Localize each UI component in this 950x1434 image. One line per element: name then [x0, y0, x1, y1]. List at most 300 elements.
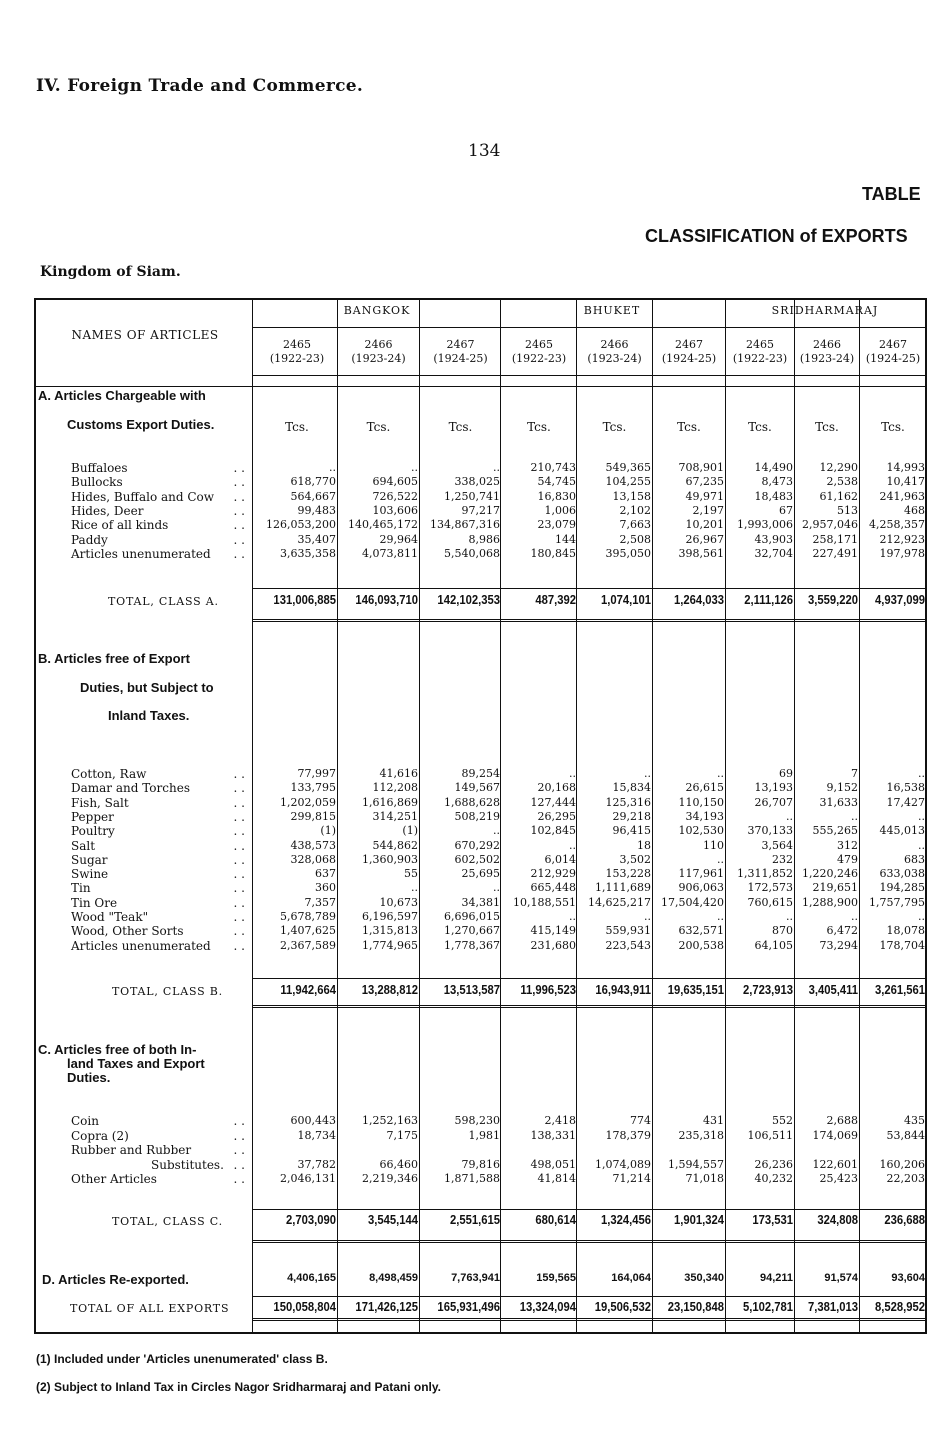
cell-value: ..: [644, 767, 651, 780]
cell-value: ..: [493, 824, 500, 838]
leader-dots: . .: [233, 503, 245, 518]
article-label: Tin Ore: [71, 895, 118, 910]
cell-value: 398,561: [678, 546, 724, 560]
cell-value: 43,903: [754, 532, 793, 546]
year-span: (1924-25): [661, 352, 717, 365]
total-value: 2,551,615: [449, 1213, 500, 1227]
cell-value: 370,133: [747, 824, 793, 838]
cell-value: 2,957,046: [802, 518, 858, 532]
cell-value: 104,255: [605, 475, 651, 489]
cell-value: 906,063: [678, 881, 724, 895]
cell-value: ..: [851, 809, 858, 823]
cell-value: 66,460: [379, 1157, 418, 1171]
cell-value: 1,250,741: [444, 489, 500, 503]
header-rule: [252, 375, 926, 376]
leader-dots: . .: [233, 461, 245, 475]
unit-label: Tcs.: [881, 420, 905, 434]
cell-value: 194,285: [879, 881, 925, 895]
article-name: [71, 1129, 251, 1143]
cell-value: 1,616,869: [362, 795, 418, 809]
total-label: TOTAL, CLASS A.: [108, 595, 219, 608]
year-label: 2466: [813, 338, 841, 351]
cell-value: 1,407,625: [280, 924, 336, 938]
cell-value: 1,774,965: [362, 938, 418, 952]
cell-value: 138,331: [530, 1128, 576, 1142]
cell-value: 34,381: [461, 895, 500, 909]
total-value: 680,614: [535, 1213, 576, 1227]
total-label: TOTAL, CLASS B.: [112, 985, 223, 998]
article-name: [71, 867, 251, 881]
cell-value: ..: [644, 910, 651, 923]
leader-dots: . .: [233, 938, 245, 953]
cell-value: 13,193: [754, 781, 793, 795]
cell-value: 73,294: [819, 938, 858, 952]
subtotal-rule: [252, 588, 927, 589]
column-group-bangkok: BANGKOK: [343, 304, 411, 317]
total-value: 4,937,099: [874, 593, 925, 607]
unit-label: Tcs.: [602, 420, 627, 434]
cell-value: 106,511: [747, 1128, 793, 1142]
cell-value: 3,635,358: [280, 546, 336, 560]
article-label: Copra (2): [71, 1128, 129, 1143]
year-header: [576, 338, 653, 366]
unit-label: Tcs.: [815, 420, 839, 434]
cell-value: 200,538: [678, 938, 724, 952]
grand-total-value: 19,506,532: [594, 1300, 651, 1314]
leader-dots: . .: [233, 824, 245, 839]
leader-dots: . .: [233, 881, 245, 896]
reexport-value: 159,565: [536, 1272, 576, 1284]
year-header: [500, 338, 578, 366]
cell-value: 559,931: [605, 924, 651, 938]
article-label: Wood "Teak": [71, 910, 149, 924]
cell-value: 25,695: [461, 867, 500, 881]
article-name: [71, 796, 251, 810]
cell-value: 8,473: [761, 475, 793, 489]
cell-value: 32,704: [754, 546, 793, 560]
header-rule: [252, 327, 926, 328]
reexport-value: 93,604: [891, 1272, 925, 1284]
article-label: Substitutes.: [151, 1157, 224, 1172]
article-label: Hides, Buffalo and Cow: [71, 489, 215, 504]
table-label: TABLE: [862, 184, 921, 204]
cell-value: 445,013: [879, 824, 925, 838]
cell-value: 103,606: [372, 503, 418, 517]
cell-value: 10,201: [685, 518, 724, 532]
cell-value: 338,025: [454, 475, 500, 489]
total-value: 324,808: [817, 1213, 858, 1227]
cell-value: 37,782: [297, 1157, 336, 1171]
cell-value: 178,704: [879, 938, 925, 952]
year-header: [794, 338, 860, 366]
grand-total-value: 7,381,013: [807, 1300, 858, 1314]
article-name: [71, 767, 251, 781]
unit-label: Tcs.: [527, 420, 551, 434]
total-value: 11,942,664: [280, 983, 336, 997]
cell-value: 602,502: [454, 852, 500, 866]
article-name: [71, 1172, 251, 1186]
cell-value: 870: [772, 924, 793, 938]
year-label: 2465: [746, 338, 774, 351]
cell-value: 126,053,200: [266, 518, 336, 532]
cell-value: 2,102: [619, 503, 651, 517]
year-span: (1923-24): [587, 352, 642, 365]
article-name: [71, 518, 251, 532]
cell-value: 600,443: [290, 1114, 336, 1127]
cell-value: 125,316: [605, 795, 651, 809]
cell-value: 15,834: [612, 781, 651, 795]
cell-value: 31,633: [819, 795, 858, 809]
article-name: [71, 504, 251, 518]
cell-value: 212,923: [879, 532, 925, 546]
cell-value: 598,230: [454, 1114, 500, 1127]
cell-value: 22,203: [886, 1172, 925, 1185]
cell-value: 468: [904, 503, 925, 517]
cell-value: 708,901: [678, 461, 724, 474]
article-label: Fish, Salt: [71, 795, 129, 810]
grand-total-value: 13,324,094: [519, 1300, 576, 1314]
cell-value: ..: [411, 461, 418, 474]
cell-value: 5,678,789: [280, 910, 336, 923]
cell-value: 431: [703, 1114, 724, 1127]
leader-dots: . .: [233, 532, 245, 547]
cell-value: ..: [717, 910, 724, 923]
article-name: [71, 475, 251, 489]
cell-value: 7: [851, 767, 858, 780]
article-label: Poultry: [71, 824, 115, 839]
total-label: TOTAL, CLASS C.: [112, 1215, 223, 1228]
year-label: 2467: [879, 338, 907, 351]
cell-value: 110: [703, 838, 724, 852]
cell-value: 1,315,813: [362, 924, 418, 938]
article-name: [71, 824, 251, 838]
total-value: 1,074,101: [600, 593, 651, 607]
leader-dots: . .: [233, 781, 245, 796]
leader-dots: . .: [233, 895, 245, 910]
cell-value: 2,418: [544, 1114, 576, 1127]
cell-value: 435: [904, 1114, 925, 1127]
total-rule: [252, 1296, 927, 1297]
cell-value: 26,707: [754, 795, 793, 809]
article-name: [71, 939, 251, 953]
article-label: Buffaloes: [71, 461, 128, 475]
year-span: (1924-25): [865, 352, 921, 365]
leader-dots: . .: [233, 838, 245, 853]
cell-value: 2,197: [692, 503, 724, 517]
cell-value: 241,963: [879, 489, 925, 503]
cell-value: 1,757,795: [869, 895, 925, 909]
cell-value: 694,605: [372, 475, 418, 489]
cell-value: 23,079: [537, 518, 576, 532]
cell-value: ..: [851, 910, 858, 923]
cell-value: 14,490: [754, 461, 793, 474]
total-value: 146,093,710: [355, 593, 418, 607]
cell-value: 40,232: [754, 1172, 793, 1185]
cell-value: 10,188,551: [513, 895, 576, 909]
cell-value: 79,816: [461, 1157, 500, 1171]
subtotal-rule: [252, 978, 927, 979]
grand-total-value: 8,528,952: [874, 1300, 925, 1314]
reexport-value: 4,406,165: [287, 1272, 336, 1284]
year-span: (1923-24): [351, 352, 406, 365]
cell-value: 3,502: [619, 852, 651, 866]
class-b-title-3: Inland Taxes.: [108, 708, 190, 723]
article-label: Other Articles: [71, 1172, 157, 1186]
article-name: [71, 910, 251, 924]
article-name: [71, 461, 251, 475]
cell-value: 2,046,131: [280, 1172, 336, 1185]
article-name: [71, 1143, 251, 1157]
kingdom-label: Kingdom of Siam.: [40, 264, 181, 280]
cell-value: 683: [904, 852, 925, 866]
article-name: [71, 853, 251, 867]
total-value: 2,723,913: [742, 983, 793, 997]
cell-value: 53,844: [886, 1128, 925, 1142]
cell-value: 395,050: [605, 546, 651, 560]
cell-value: 760,615: [747, 895, 793, 909]
grand-total-value: 150,058,804: [273, 1300, 336, 1314]
cell-value: 219,651: [812, 881, 858, 895]
cell-value: 1,993,006: [737, 518, 793, 532]
cell-value: 633,038: [879, 867, 925, 881]
cell-value: 9,152: [826, 781, 858, 795]
cell-value: 2,219,346: [362, 1172, 418, 1185]
cell-value: 7,663: [619, 518, 651, 532]
total-rule: [252, 1005, 927, 1006]
cell-value: 89,254: [461, 767, 500, 780]
reexport-value: 91,574: [824, 1272, 858, 1284]
cell-value: 498,051: [530, 1157, 576, 1171]
article-name: [71, 810, 251, 824]
year-span: (1922-23): [269, 352, 325, 365]
year-label: 2465: [283, 338, 311, 351]
cell-value: 513: [837, 503, 858, 517]
cell-value: 34,193: [685, 809, 724, 823]
cell-value: 13,158: [612, 489, 651, 503]
cell-value: 29,964: [379, 532, 418, 546]
grand-total-label: TOTAL OF ALL EXPORTS: [70, 1302, 230, 1315]
article-name: [71, 533, 251, 547]
leader-dots: . .: [233, 1114, 245, 1128]
cell-value: 508,219: [454, 809, 500, 823]
year-label: 2466: [364, 338, 393, 351]
cell-value: ..: [918, 838, 925, 852]
cell-value: 544,862: [372, 838, 418, 852]
year-label: 2466: [600, 338, 629, 351]
cell-value: (1): [402, 824, 418, 838]
grand-total-value: 165,931,496: [437, 1300, 500, 1314]
footnote-1: (1) Included under 'Articles unenumerated' class B.: [36, 1352, 328, 1366]
total-value: 236,688: [884, 1213, 925, 1227]
cell-value: 227,491: [812, 546, 858, 560]
cell-value: 210,743: [530, 461, 576, 474]
cell-value: 212,929: [530, 867, 576, 881]
cell-value: 1,688,628: [444, 795, 500, 809]
cell-value: 97,217: [461, 503, 500, 517]
cell-value: 172,573: [747, 881, 793, 895]
cell-value: 117,961: [678, 867, 724, 881]
total-rule: [252, 1240, 927, 1241]
article-label: Articles unenumerated: [71, 938, 211, 953]
cell-value: 6,472: [826, 924, 858, 938]
total-value: 13,513,587: [443, 983, 500, 997]
year-span: (1923-24): [799, 352, 855, 365]
cell-value: 232: [772, 852, 793, 866]
article-name: [71, 839, 251, 853]
cell-value: 1,360,903: [362, 852, 418, 866]
grand-total-value: 5,102,781: [742, 1300, 793, 1314]
class-a-title-2: Customs Export Duties.: [67, 417, 215, 432]
cell-value: 35,407: [297, 532, 336, 546]
total-value: 3,405,411: [808, 983, 858, 997]
leader-dots: . .: [233, 867, 245, 882]
year-span: (1922-23): [511, 352, 567, 365]
total-rule: [252, 621, 927, 622]
cell-value: ..: [918, 910, 925, 923]
total-value: 487,392: [535, 593, 576, 607]
class-b-title: B. Articles free of Export: [38, 651, 190, 666]
article-label: Bullocks: [71, 475, 123, 490]
cell-value: 632,571: [678, 924, 724, 938]
cell-value: 2,508: [619, 532, 651, 546]
cell-value: 4,258,357: [869, 518, 925, 532]
cell-value: 774: [630, 1114, 651, 1127]
unit-label: Tcs.: [285, 420, 309, 434]
leader-dots: . .: [233, 924, 245, 939]
cell-value: 726,522: [372, 489, 418, 503]
cell-value: 314,251: [372, 809, 418, 823]
cell-value: 153,228: [605, 867, 651, 881]
grand-total-value: 23,150,848: [667, 1300, 724, 1314]
total-value: 19,635,151: [667, 983, 724, 997]
cell-value: 1,288,900: [802, 895, 858, 909]
cell-value: 555,265: [812, 824, 858, 838]
cell-value: 144: [555, 532, 576, 546]
year-header: [859, 338, 927, 366]
cell-value: 41,616: [379, 767, 418, 780]
cell-value: 67,235: [685, 475, 724, 489]
article-label: Rice of all kinds: [71, 518, 169, 533]
cell-value: 96,415: [612, 824, 651, 838]
leader-dots: . .: [233, 1128, 245, 1143]
cell-value: 49,971: [685, 489, 724, 503]
cell-value: 29,218: [612, 809, 651, 823]
cell-value: 25,423: [819, 1172, 858, 1185]
cell-value: 112,208: [372, 781, 418, 795]
cell-value: 26,967: [685, 532, 724, 546]
cell-value: 174,069: [812, 1128, 858, 1142]
total-rule: [252, 1242, 927, 1243]
total-value: 131,006,885: [273, 593, 336, 607]
leader-dots: . .: [233, 475, 245, 490]
total-rule: [252, 619, 927, 620]
cell-value: 69: [779, 767, 793, 780]
cell-value: 6,196,597: [362, 910, 418, 923]
leader-dots: . .: [233, 767, 245, 781]
cell-value: ..: [786, 809, 793, 823]
cell-value: 438,573: [290, 838, 336, 852]
article-name: [71, 490, 251, 504]
total-value: 2,703,090: [285, 1213, 336, 1227]
year-span: (1922-23): [732, 352, 788, 365]
article-label: Wood, Other Sorts: [71, 924, 184, 939]
cell-value: 18: [637, 838, 651, 852]
cell-value: 6,696,015: [444, 910, 500, 923]
cell-value: 18,734: [297, 1128, 336, 1142]
cell-value: 3,564: [761, 838, 793, 852]
cell-value: 110,150: [678, 795, 724, 809]
year-label: 2465: [525, 338, 553, 351]
class-d-title: D. Articles Re-exported.: [42, 1272, 189, 1287]
cell-value: 360: [315, 881, 336, 895]
year-label: 2467: [446, 338, 475, 351]
cell-value: 231,680: [530, 938, 576, 952]
cell-value: ..: [493, 881, 500, 895]
cell-value: 1,220,246: [802, 867, 858, 881]
total-value: 3,545,144: [367, 1213, 418, 1227]
cell-value: 4,073,811: [362, 546, 418, 560]
leader-dots: . .: [233, 852, 245, 867]
cell-value: 99,483: [297, 503, 336, 517]
total-value: 11,996,523: [520, 983, 576, 997]
cell-value: 26,615: [685, 781, 724, 795]
cell-value: (1): [320, 824, 336, 838]
cell-value: ..: [569, 767, 576, 780]
unit-label: Tcs.: [366, 420, 391, 434]
article-label: Salt: [71, 838, 96, 853]
cell-value: 235,318: [678, 1128, 724, 1142]
leader-dots: . .: [233, 489, 245, 504]
article-name: [71, 1114, 251, 1128]
total-value: 1,324,456: [600, 1213, 651, 1227]
cell-value: 77,997: [297, 767, 336, 780]
cell-value: 312: [837, 838, 858, 852]
article-label: Swine: [71, 867, 109, 882]
unit-label: Tcs.: [677, 420, 701, 434]
column-group-bhuket: BHUKET: [583, 304, 641, 317]
leader-dots: . .: [233, 546, 245, 561]
leader-dots: . .: [233, 809, 245, 824]
article-name: [71, 881, 251, 895]
cell-value: 180,845: [530, 546, 576, 560]
cell-value: 10,417: [886, 475, 925, 489]
cell-value: 618,770: [290, 475, 336, 489]
table-title: CLASSIFICATION of EXPORTS: [645, 226, 908, 246]
class-c-title-2: land Taxes and Export: [67, 1056, 205, 1071]
cell-value: 258,171: [812, 532, 858, 546]
cell-value: 1,594,557: [668, 1157, 724, 1171]
cell-value: 71,214: [612, 1172, 651, 1185]
cell-value: 102,530: [678, 824, 724, 838]
cell-value: 16,830: [537, 489, 576, 503]
cell-value: 41,814: [537, 1172, 576, 1185]
subheader-rule: [34, 386, 927, 387]
subtotal-rule: [252, 1209, 927, 1210]
unit-label: Tcs.: [448, 420, 473, 434]
leader-dots: . .: [233, 795, 245, 810]
total-value: 1,901,324: [673, 1213, 724, 1227]
article-name: [71, 924, 251, 938]
article-label: Paddy: [71, 532, 108, 547]
footnote-2: (2) Subject to Inland Tax in Circles Nagor Sridharmaraj and Patani only.: [36, 1380, 441, 1394]
cell-value: 160,206: [879, 1157, 925, 1171]
reexport-value: 350,340: [684, 1272, 724, 1284]
cell-value: 1,252,163: [362, 1114, 418, 1127]
cell-value: 197,978: [879, 546, 925, 560]
cell-value: 10,673: [379, 895, 418, 909]
article-label: Rubber and Rubber: [71, 1143, 192, 1157]
cell-value: ..: [411, 881, 418, 895]
